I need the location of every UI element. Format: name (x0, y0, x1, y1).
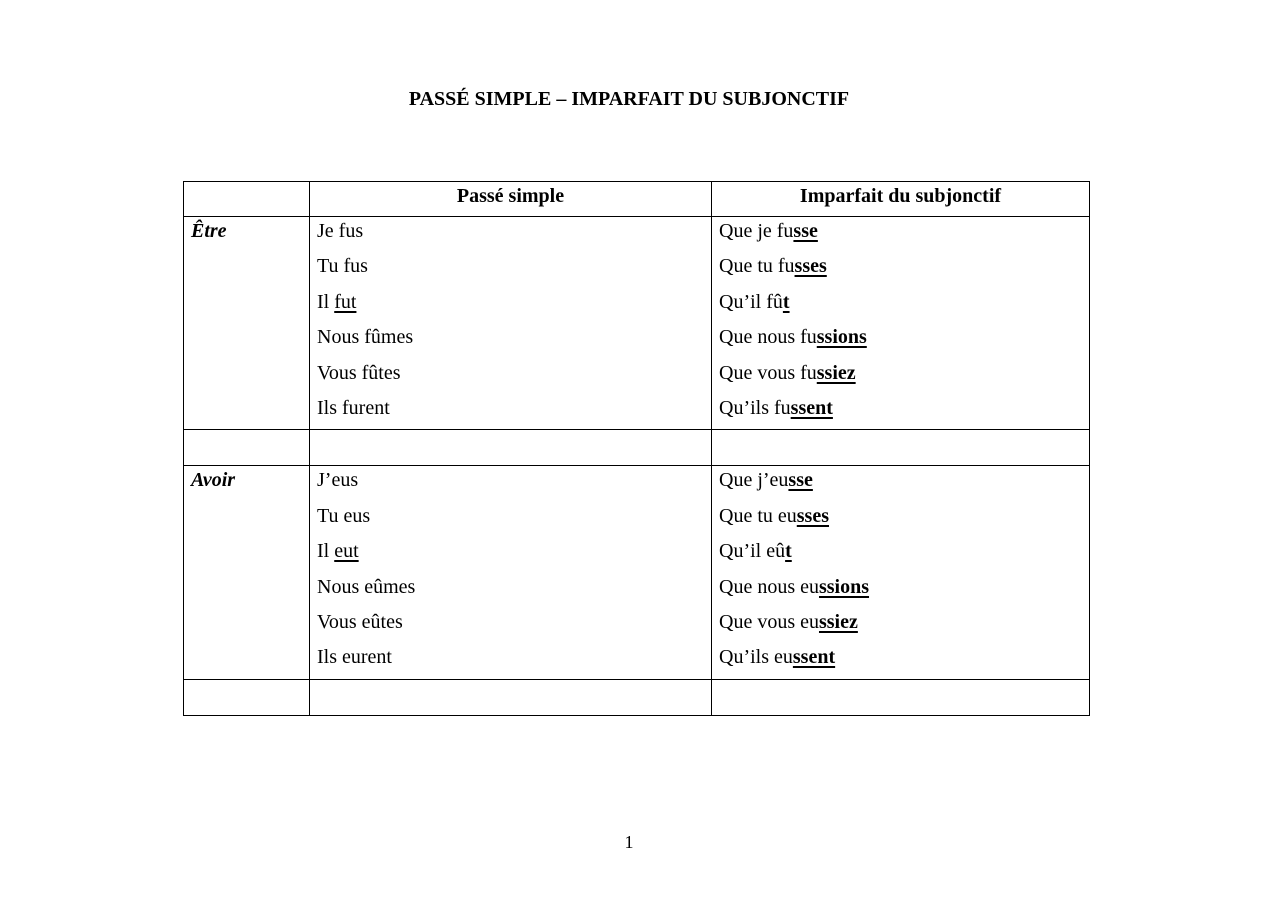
conjugation-line: Que je fusse (719, 220, 818, 242)
conjugation-line: Ils furent (317, 396, 390, 419)
conjugation-line: Que tu eusses (719, 504, 829, 527)
conjugation-line: Qu’ils fussent (719, 396, 833, 419)
page-title: PASSÉ SIMPLE – IMPARFAIT DU SUBJONCTIF (408, 88, 850, 110)
conjugation-line: Nous fûmes (317, 326, 414, 349)
conjugation-line: Que j’eusse (719, 469, 813, 492)
verb-label-avoir: Avoir (184, 466, 310, 679)
conjugation-line: Il eut (317, 540, 359, 563)
imparfait-cell-etre (712, 217, 1090, 430)
empty-row (184, 679, 1090, 715)
verb-row-avoir (184, 466, 1090, 679)
empty-cell (712, 430, 1090, 466)
conjugation-line: Qu’il eût (719, 540, 792, 563)
conjugation-line: Tu eus (317, 504, 371, 527)
empty-cell (712, 679, 1090, 715)
header-cell-passe-simple: Passé simple (310, 182, 712, 217)
conjugation-line: Je fus (317, 220, 364, 242)
header-cell-empty (184, 182, 310, 217)
verb-row-etre (184, 217, 1090, 430)
conjugation-line: Qu’ils eussent (719, 646, 836, 669)
empty-cell (184, 430, 310, 466)
conjugation-table (183, 181, 1090, 716)
conjugation-line: Il fut (317, 290, 357, 313)
empty-row (184, 430, 1090, 466)
empty-cell (184, 679, 310, 715)
empty-cell (310, 430, 712, 466)
conjugation-line: Que vous eussiez (719, 610, 858, 633)
header-cell-imparfait-subjonctif: Imparfait du subjonctif (712, 182, 1090, 217)
table-header-row (184, 182, 1090, 217)
page-number: 1 (624, 832, 634, 852)
conjugation-line: Nous eûmes (317, 575, 416, 598)
conjugation-line: J’eus (317, 469, 359, 492)
passe-simple-cell-avoir (310, 466, 712, 679)
conjugation-line: Que vous fussiez (719, 361, 856, 384)
conjugation-line: Que nous fussions (719, 326, 867, 349)
empty-cell (310, 679, 712, 715)
conjugation-line: Que nous eussions (719, 575, 870, 598)
conjugation-line: Vous fûtes (317, 361, 401, 384)
conjugation-line: Qu’il fût (719, 290, 790, 313)
conjugation-line: Ils eurent (317, 646, 392, 669)
conjugation-line: Vous eûtes (317, 610, 403, 633)
conjugation-line: Que tu fusses (719, 255, 827, 278)
imparfait-cell-avoir (712, 466, 1090, 679)
conjugation-line: Tu fus (317, 255, 368, 278)
passe-simple-cell-etre (310, 217, 712, 430)
verb-label-etre: Être (184, 217, 310, 430)
